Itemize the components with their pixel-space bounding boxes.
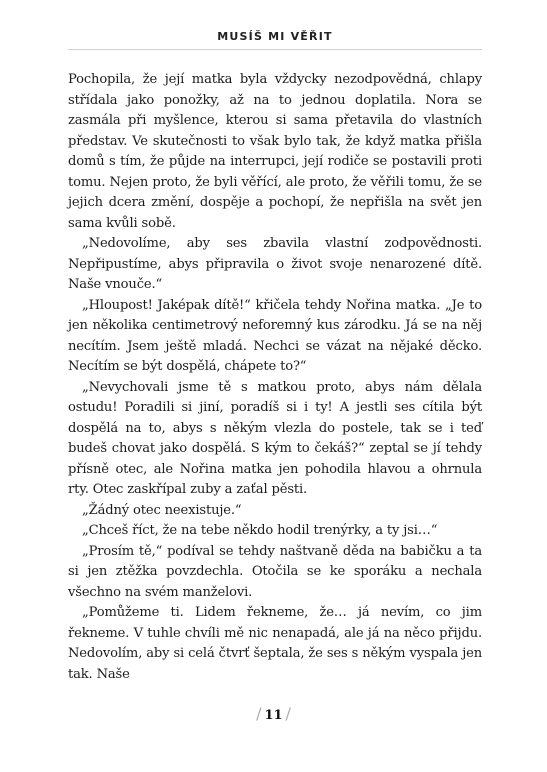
paragraph: „Žádný otec neexistuje.“: [82, 502, 242, 518]
paragraph: „Pomůžeme ti. Lidem řekneme, že… já nevím, co jim řekneme. V tuhle chvíli mě nic nenapadá, ale já na něco přijdu. Nedovolím, aby si celá čtvrť šeptala, že ses s někým vyspala jen tak. Naše: [68, 605, 482, 682]
page-number: 11: [264, 708, 283, 723]
page-footer: [0, 704, 547, 723]
header-divider: [68, 49, 482, 50]
paragraph: „Hloupost! Jaképak dítě!“ křičela tehdy Nořina matka. „Je to jen několika centimetrový neforemný kus zárodku. Já se na něj necítím. Jsem ještě mladá. Nechci se vázat na nějaké děcko. Necítím se být dospělá, chápete to?“: [68, 297, 482, 374]
footer-slash-left: /: [256, 704, 262, 723]
footer-slash-right: /: [285, 704, 291, 723]
running-header: MUSÍŠ MI VĚŘIT: [217, 30, 333, 43]
paragraph: Pochopila, že její matka byla vždycky nezodpovědná, chlapy střídala jako ponožky, až na to jednou doplatila. Nora se zasmála při myšlence, kterou si sama přetavila do vlastních představ. Ve skutečnosti to však bylo tak, že když matka přišla domů s tím, že půjde na interrupci, její rodiče se postavili proti tomu. Nejen proto, že byli věřící, ale proto, že věřili tomu, že se jejich dcera změní, dospěje a pochopí, že nepřišla na svět jen sama kvůli sobě.: [68, 72, 482, 231]
paragraph: „Nevychovali jsme tě s matkou proto, abys nám dělala ostudu! Poradili si jiní, poradíš si i ty! A jestli ses cítila být dospělá na to, abys s někým vlezla do postele, tak se i teď budeš chovat jako dospělá. S kým to čekáš?“ zeptal se jí tehdy přísně otec, ale Nořina matka jen pohodila hlavou a ohrnula rty. Otec zaskřípal zuby a zaťal pěsti.: [68, 379, 482, 497]
paragraph: „Chceš říct, že na tebe někdo hodil trenýrky, a ty jsi…“: [82, 523, 438, 538]
page-body: [68, 70, 482, 685]
paragraph: „Prosím tě,“ podíval se tehdy naštvaně děda na babičku a ta si jen ztěžka povzdechla. Otočila se ke sporáku a nechala všechno na svém manželovi.: [68, 543, 482, 600]
paragraph: „Nedovolíme, aby ses zbavila vlastní zodpovědnosti. Nepřipustíme, abys připravila o život svoje nenarozené dítě. Naše vnouče.“: [68, 236, 482, 292]
